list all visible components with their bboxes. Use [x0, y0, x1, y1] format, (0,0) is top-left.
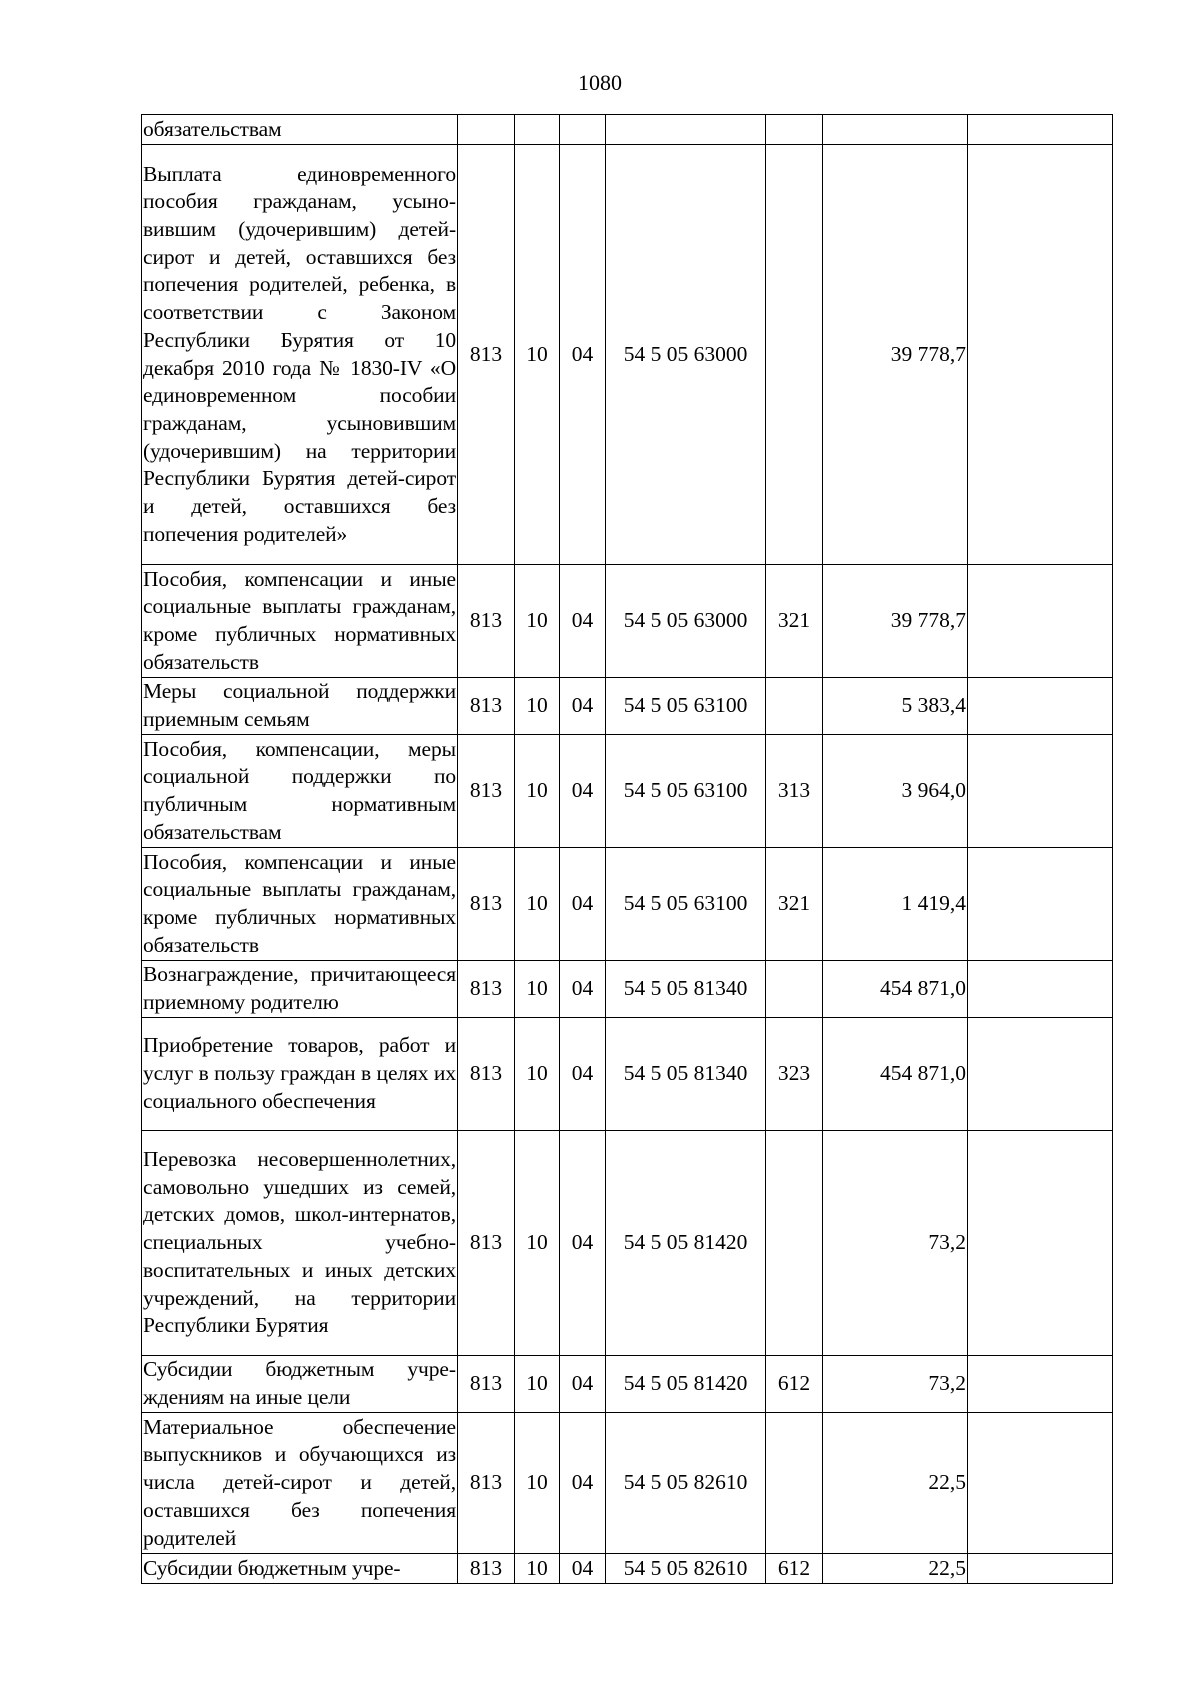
ministry-code-cell: 813 [458, 1131, 515, 1356]
ministry-code-cell [458, 115, 515, 145]
subsection-code-cell: 04 [560, 735, 606, 848]
expense-type-cell [766, 678, 823, 735]
expense-type-cell [766, 115, 823, 145]
section-code-cell: 10 [515, 678, 560, 735]
table-row [142, 115, 1113, 145]
extra-amount-cell [968, 1413, 1113, 1554]
subsection-code-cell: 04 [560, 1131, 606, 1356]
section-code-cell: 10 [515, 1356, 560, 1413]
amount-cell: 22,5 [823, 1413, 968, 1554]
target-article-cell: 54 5 05 63000 [606, 565, 766, 678]
amount-cell [823, 115, 968, 145]
ministry-code-cell: 813 [458, 565, 515, 678]
ministry-code-cell: 813 [458, 735, 515, 848]
amount-cell: 39 778,7 [823, 565, 968, 678]
ministry-code-cell: 813 [458, 145, 515, 565]
table-row [142, 1554, 1113, 1584]
extra-amount-cell [968, 678, 1113, 735]
target-article-cell: 54 5 05 81420 [606, 1131, 766, 1356]
table-row [142, 145, 1113, 565]
table-row [142, 1018, 1113, 1131]
amount-cell: 454 871,0 [823, 961, 968, 1018]
expense-name-cell: Пособия, компенсации и иные социальные выплаты гражданам, кроме публичных нормативных обязательств [142, 848, 458, 961]
table-row [142, 735, 1113, 848]
expense-type-cell [766, 1413, 823, 1554]
target-article-cell: 54 5 05 63100 [606, 678, 766, 735]
extra-amount-cell [968, 145, 1113, 565]
extra-amount-cell [968, 848, 1113, 961]
subsection-code-cell: 04 [560, 1554, 606, 1584]
expense-name-cell: Перевозка несовершеннолетних, самовольно ушедших из семей, детских домов, школ-интернатов, специальных учебно-воспитательных и иных детских учреждений, на территории Республики Бурятия [142, 1131, 458, 1356]
target-article-cell [606, 115, 766, 145]
amount-cell: 73,2 [823, 1131, 968, 1356]
target-article-cell: 54 5 05 63100 [606, 735, 766, 848]
expense-name-cell: Субсидии бюджетным учре- [142, 1554, 458, 1584]
extra-amount-cell [968, 115, 1113, 145]
table-row [142, 565, 1113, 678]
subsection-code-cell: 04 [560, 565, 606, 678]
extra-amount-cell [968, 1131, 1113, 1356]
ministry-code-cell: 813 [458, 848, 515, 961]
expense-name-cell: Меры социальной поддержки приемным семьям [142, 678, 458, 735]
section-code-cell: 10 [515, 565, 560, 678]
table-row [142, 1356, 1113, 1413]
ministry-code-cell: 813 [458, 1554, 515, 1584]
ministry-code-cell: 813 [458, 961, 515, 1018]
expense-name-cell: обязательствам [142, 115, 458, 145]
subsection-code-cell: 04 [560, 145, 606, 565]
amount-cell: 22,5 [823, 1554, 968, 1584]
target-article-cell: 54 5 05 82610 [606, 1413, 766, 1554]
budget-table [141, 114, 1113, 1584]
expense-name-cell: Материальное обеспечение выпускников и обучающихся из числа детей-сирот и детей, оставшихся без попечения родителей [142, 1413, 458, 1554]
amount-cell: 454 871,0 [823, 1018, 968, 1131]
expense-name-cell: Пособия, компенсации и иные социальные выплаты гражданам, кроме публичных нормативных обязательств [142, 565, 458, 678]
extra-amount-cell [968, 735, 1113, 848]
section-code-cell: 10 [515, 1413, 560, 1554]
section-code-cell: 10 [515, 848, 560, 961]
subsection-code-cell: 04 [560, 1413, 606, 1554]
amount-cell: 39 778,7 [823, 145, 968, 565]
subsection-code-cell: 04 [560, 848, 606, 961]
expense-type-cell: 612 [766, 1356, 823, 1413]
ministry-code-cell: 813 [458, 678, 515, 735]
section-code-cell: 10 [515, 1018, 560, 1131]
amount-cell: 1 419,4 [823, 848, 968, 961]
extra-amount-cell [968, 1018, 1113, 1131]
amount-cell: 3 964,0 [823, 735, 968, 848]
subsection-code-cell: 04 [560, 1356, 606, 1413]
extra-amount-cell [968, 565, 1113, 678]
expense-type-cell [766, 1131, 823, 1356]
expense-name-cell: Субсидии бюджетным учреждениям на иные цели [142, 1356, 458, 1413]
ministry-code-cell: 813 [458, 1356, 515, 1413]
table-row [142, 1413, 1113, 1554]
target-article-cell: 54 5 05 81340 [606, 1018, 766, 1131]
section-code-cell: 10 [515, 145, 560, 565]
section-code-cell [515, 115, 560, 145]
expense-name-cell: Пособия, компенсации, меры социальной поддержки по публичным нормативным обязательствам [142, 735, 458, 848]
expense-type-cell [766, 145, 823, 565]
expense-name-cell: Приобретение товаров, работ и услуг в пользу граждан в целях их социального обеспечения [142, 1018, 458, 1131]
subsection-code-cell [560, 115, 606, 145]
expense-type-cell: 321 [766, 848, 823, 961]
ministry-code-cell: 813 [458, 1413, 515, 1554]
expense-name-cell: Вознаграждение, причитающееся приемному родителю [142, 961, 458, 1018]
subsection-code-cell: 04 [560, 1018, 606, 1131]
expense-type-cell: 313 [766, 735, 823, 848]
target-article-cell: 54 5 05 81420 [606, 1356, 766, 1413]
expense-type-cell [766, 961, 823, 1018]
expense-type-cell: 321 [766, 565, 823, 678]
amount-cell: 73,2 [823, 1356, 968, 1413]
ministry-code-cell: 813 [458, 1018, 515, 1131]
table-row [142, 848, 1113, 961]
target-article-cell: 54 5 05 82610 [606, 1554, 766, 1584]
expense-type-cell: 612 [766, 1554, 823, 1584]
table-row [142, 1131, 1113, 1356]
section-code-cell: 10 [515, 961, 560, 1018]
target-article-cell: 54 5 05 81340 [606, 961, 766, 1018]
budget-table-body [142, 115, 1113, 1584]
subsection-code-cell: 04 [560, 961, 606, 1018]
extra-amount-cell [968, 1356, 1113, 1413]
section-code-cell: 10 [515, 1131, 560, 1356]
section-code-cell: 10 [515, 1554, 560, 1584]
subsection-code-cell: 04 [560, 678, 606, 735]
amount-cell: 5 383,4 [823, 678, 968, 735]
expense-type-cell: 323 [766, 1018, 823, 1131]
extra-amount-cell [968, 1554, 1113, 1584]
extra-amount-cell [968, 961, 1113, 1018]
section-code-cell: 10 [515, 735, 560, 848]
target-article-cell: 54 5 05 63000 [606, 145, 766, 565]
expense-name-cell: Выплата единовременного пособия гражданам, усыновившим (удочерившим) детей-сирот и детей, оставшихся без попечения родителей, ребенка, в соответствии с Законом Республики Бурятия от 10 декабря 2010 года № 1830-IV «О единовременном пособии гражданам, усыновившим (удочерившим) на территории Республики Бурятия детей-сирот и детей, оставшихся без попечения родителей» [142, 145, 458, 565]
target-article-cell: 54 5 05 63100 [606, 848, 766, 961]
table-row [142, 961, 1113, 1018]
table-row [142, 678, 1113, 735]
page-number: 1080 [578, 70, 622, 95]
